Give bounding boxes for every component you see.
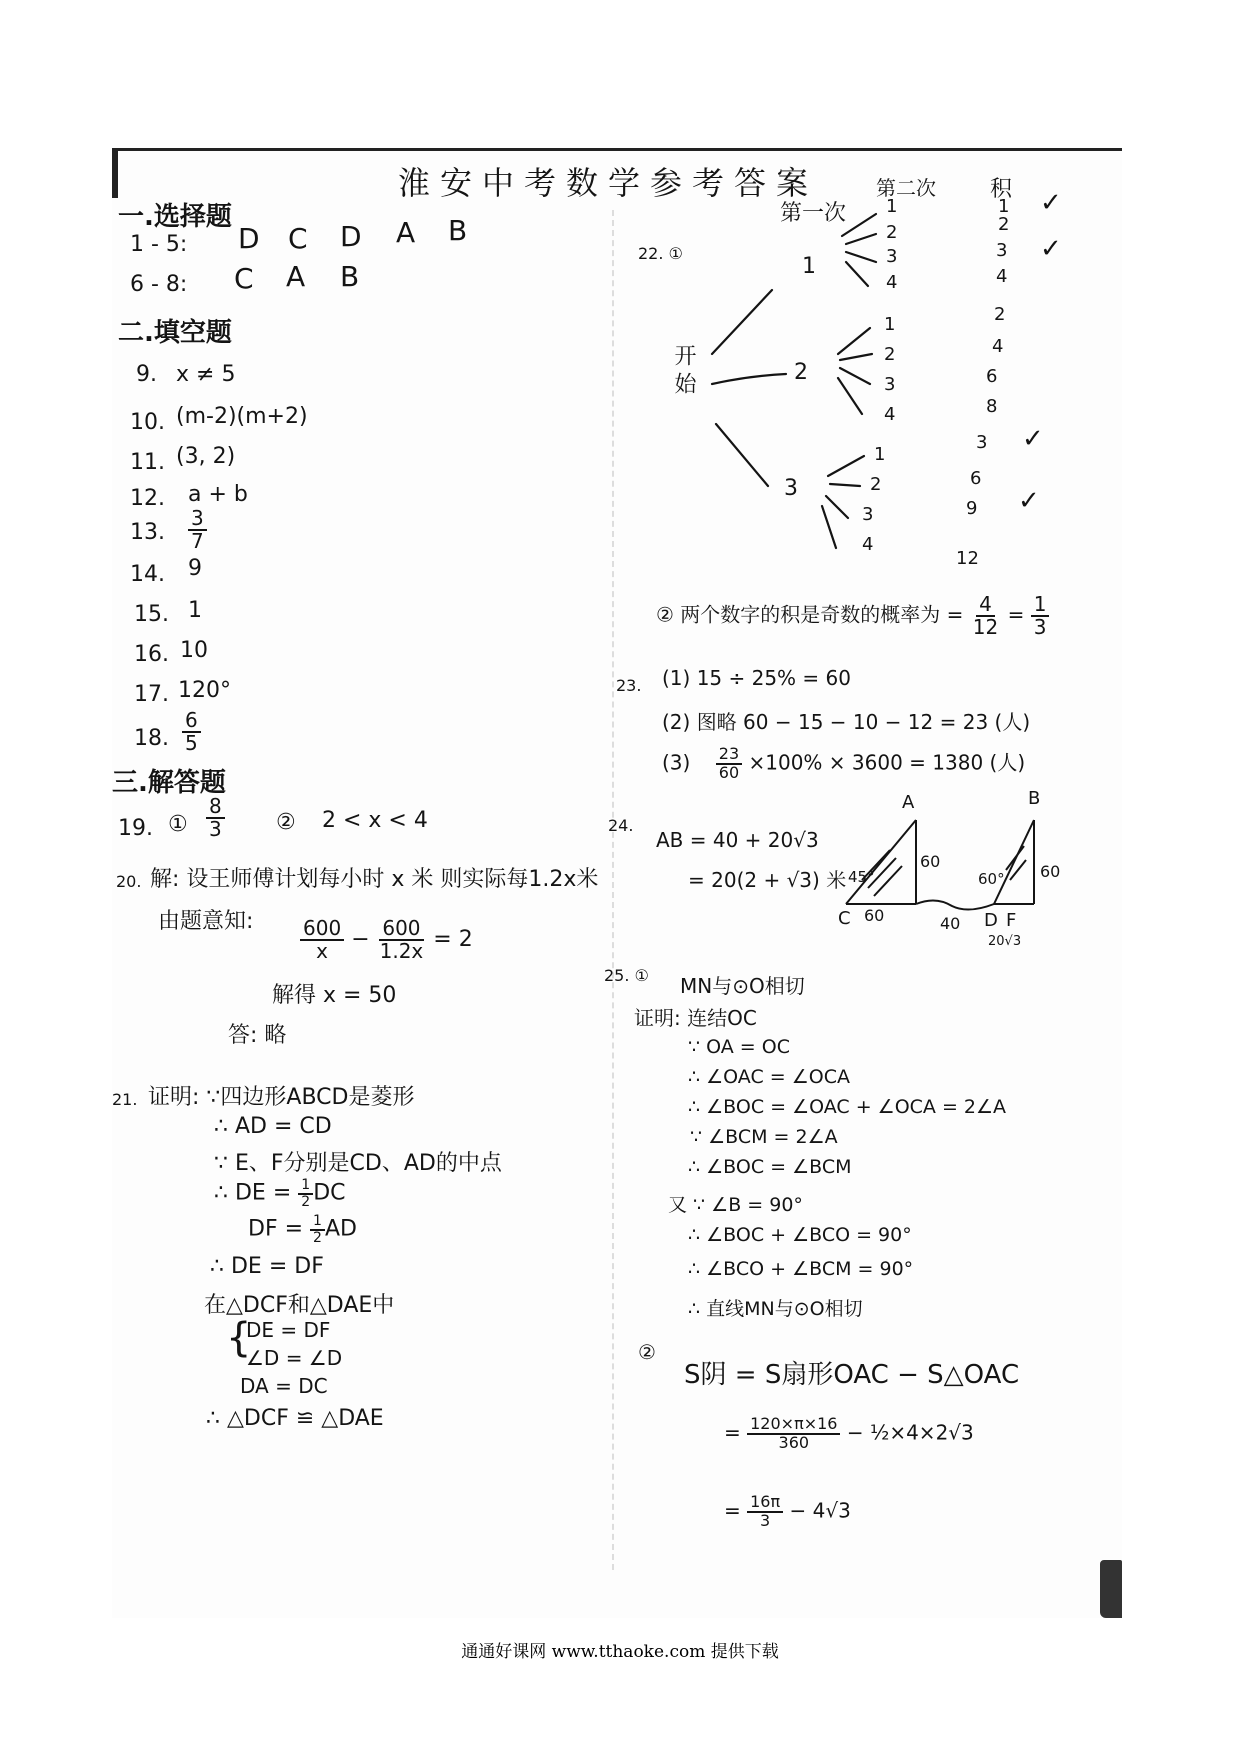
q22-prod-11: 9 <box>966 498 978 519</box>
q22-b1-s3: 3 <box>886 246 898 267</box>
q20-eq: = 2 <box>433 927 473 952</box>
mc-row1-label: 1 - 5: <box>130 232 188 257</box>
q22-p2-f1-num: 4 <box>976 594 995 617</box>
q25-step1-tail: − ½×4×2√3 <box>846 1420 974 1445</box>
mc-row1-ans-4: A <box>396 216 416 249</box>
mc-row2-ans-2: A <box>286 260 306 293</box>
q24-label-c: C <box>838 908 851 929</box>
q23-line1: (1) 15 ÷ 25% = 60 <box>662 666 851 690</box>
q21-brace-3: DA = DC <box>240 1374 328 1398</box>
q25-line5: ∴ ∠BOC = ∠OAC + ∠OCA = 2∠A <box>688 1096 1007 1118</box>
q22-prod-1: 1 <box>998 196 1010 217</box>
slope-db <box>994 820 1034 904</box>
fill-num-16: 16. <box>134 642 169 667</box>
q22-b2-s2: 2 <box>884 344 896 365</box>
q22-start: 开始 <box>671 344 696 400</box>
q25-num: 25. ① <box>604 966 649 985</box>
q25-step2-eq: = <box>724 1498 741 1523</box>
section3-heading: 三.解答题 <box>112 768 226 798</box>
q22-prod-6: 4 <box>992 336 1004 357</box>
q21-num: 21. <box>112 1090 138 1109</box>
q22-part2-text: ② 两个数字的积是奇数的概率为 = <box>656 602 964 627</box>
q21-line7: 在△DCF和△DAE中 <box>204 1293 395 1318</box>
q19-part2: ② <box>276 810 296 835</box>
q21-line4-tail: DC <box>313 1180 346 1206</box>
q24-line1: AB = 40 + 20√3 <box>656 828 819 852</box>
q22-b2-s4: 4 <box>884 404 896 425</box>
q25-part2: ② <box>638 1340 656 1364</box>
q22-check-1: ✓ <box>1040 188 1062 218</box>
q22-prod-2: 2 <box>998 214 1010 235</box>
q25-step2-tail: − 4√3 <box>789 1498 851 1523</box>
q21-line3: ∵ E、F分别是CD、AD的中点 <box>214 1151 502 1176</box>
q25-step2-den: 3 <box>760 1510 771 1530</box>
q24-label-b: B <box>1028 788 1041 809</box>
q24-base-20r3: 20√3 <box>988 934 1022 949</box>
q24-base-60: 60 <box>864 906 885 925</box>
fill-num-17: 17. <box>134 682 169 707</box>
q19-numerator: 8 <box>206 796 225 819</box>
q24-line2: = 20(2 + √3) 米 <box>688 868 847 892</box>
footer-download-note: 通通好课网 www.tthaoke.com 提供下载 <box>461 1642 779 1662</box>
q21-line6: ∴ DE = DF <box>210 1254 324 1279</box>
q19-denominator: 3 <box>209 817 222 841</box>
q22-b3-s1: 1 <box>874 444 886 465</box>
q21-line5-text: DF = <box>248 1216 311 1242</box>
q25-step2-num: 16π <box>747 1494 783 1513</box>
q20-minus: − <box>351 927 370 952</box>
q25-line7: ∴ ∠BOC = ∠BCM <box>688 1156 852 1178</box>
q24-height-b: 60 <box>1040 862 1061 881</box>
q24-angle-45: 45° <box>848 868 875 886</box>
fill-18-numerator: 6 <box>182 710 201 733</box>
q25-line10: ∴ ∠BCO + ∠BCM = 90° <box>688 1258 914 1280</box>
q25-step1 <box>724 1416 974 1452</box>
q20-f2-den: 1.2x <box>379 939 424 963</box>
q22-col-product: 积 <box>990 177 1013 202</box>
fill-ans-17: 120° <box>178 678 231 703</box>
mc-row2-ans-3: B <box>340 260 360 293</box>
section2-heading: 二.填空题 <box>118 318 232 348</box>
q25-line2: 证明: 连结OC <box>634 1006 757 1030</box>
q22-prod-12: 12 <box>956 548 979 569</box>
q20-num: 20. <box>116 872 142 891</box>
q22-p2-f2-num: 1 <box>1031 594 1050 617</box>
section1-heading: 一.选择题 <box>118 202 232 232</box>
slope-ca <box>846 820 916 904</box>
mc-row1-ans-3: D <box>340 220 362 253</box>
q21-line4-text: ∴ DE = <box>214 1180 299 1206</box>
q22-prod-3: 3 <box>996 240 1008 261</box>
fill-num-13: 13. <box>130 520 165 545</box>
q22-prod-5: 2 <box>994 304 1006 325</box>
q20-line1: 解: 设王师傅计划每小时 x 米 则实际每1.2x米 <box>150 867 599 892</box>
q20-answer: 答: 略 <box>228 1023 287 1048</box>
mc-row2-label: 6 - 8: <box>130 272 188 297</box>
fill-ans-16: 10 <box>180 638 208 663</box>
mc-row1-ans-1: D <box>238 222 260 255</box>
q22-b3-s2: 2 <box>870 474 882 495</box>
q22-check-3: ✓ <box>1040 234 1062 264</box>
q21-half-num-b: 1 <box>310 1214 325 1231</box>
q21-half-den-a: 2 <box>301 1193 311 1210</box>
q21-half-den-b: 2 <box>313 1229 322 1246</box>
q24-num: 24. <box>608 816 634 835</box>
q19-part1: ① <box>168 812 188 837</box>
fill-num-14: 14. <box>130 562 165 587</box>
q22-p2-f2-den: 3 <box>1033 615 1047 639</box>
q21-brace-1: DE = DF <box>246 1318 331 1342</box>
q24-label-f: F <box>1006 910 1017 931</box>
fill-18-denominator: 5 <box>185 731 198 755</box>
q21-line5-tail: AD <box>324 1216 357 1242</box>
q20-f1-num: 600 <box>300 918 344 941</box>
q20-f2-num: 600 <box>379 918 423 941</box>
q25-line1: MN与⊙O相切 <box>680 974 805 998</box>
q21-brace: { <box>226 1315 252 1361</box>
q22-first-3: 3 <box>784 476 798 501</box>
q23-f-num: 23 <box>716 746 742 765</box>
q21-line1: 证明: ∵四边形ABCD是菱形 <box>148 1085 415 1110</box>
q25-line11: ∴ 直线MN与⊙O相切 <box>688 1298 863 1320</box>
q25-area-formula: S阴 = S扇形OAC − S△OAC <box>684 1360 1020 1390</box>
q21-half-num-a: 1 <box>298 1178 313 1195</box>
mc-row1-ans-2: C <box>288 222 308 255</box>
q24-angle-60: 60° <box>978 870 1005 888</box>
q21-line8: ∴ △DCF ≌ △DAE <box>206 1406 384 1431</box>
mc-row1-ans-5: B <box>448 214 468 247</box>
q22-p2-eq: = <box>1007 602 1025 627</box>
fill-ans-10: (m-2)(m+2) <box>176 404 308 429</box>
mc-row2-ans-1: C <box>234 262 254 295</box>
q25-step1-eq: = <box>724 1420 741 1445</box>
q25-line6: ∵ ∠BCM = 2∠A <box>690 1126 838 1148</box>
q22-b2-s3: 3 <box>884 374 896 395</box>
q19-inequality: 2 < x < 4 <box>322 808 428 833</box>
fill-num-11: 11. <box>130 450 165 475</box>
q22-b1-s4: 4 <box>886 272 898 293</box>
q22-b3-s3: 3 <box>862 504 874 525</box>
q23-line3-prefix: (3) <box>662 750 691 775</box>
q23-line3-rest: ×100% × 3600 = 1380 (人) <box>748 750 1026 775</box>
q22-prod-7: 6 <box>986 366 998 387</box>
hatch-b <box>1006 846 1026 880</box>
q22-b1-s2: 2 <box>886 222 898 243</box>
q25-line4: ∴ ∠OAC = ∠OCA <box>688 1066 850 1088</box>
q25-line3: ∵ OA = OC <box>688 1036 790 1058</box>
q24-height-a: 60 <box>920 852 941 871</box>
q22-p2-f1-den: 12 <box>972 615 999 639</box>
q25-line8: 又 ∵ ∠B = 90° <box>668 1194 803 1216</box>
q22-check-3b: ✓ <box>1022 424 1044 454</box>
fill-13-numerator: 3 <box>188 508 207 531</box>
fill-num-9: 9. <box>136 362 157 387</box>
fill-num-18: 18. <box>134 726 169 751</box>
q23-line2: (2) 图略 60 − 15 − 10 − 12 = 23 (人) <box>662 710 1031 734</box>
page-title: 淮安中考数学参考答案 <box>398 164 819 202</box>
q19-num: 19. <box>118 816 153 841</box>
fill-ans-11: (3, 2) <box>176 444 236 469</box>
wavy-base <box>916 900 994 909</box>
q25-step1-den: 360 <box>778 1432 810 1452</box>
q22-col-second: 第二次 <box>876 176 936 200</box>
q20-solve: 解得 x = 50 <box>272 983 397 1008</box>
q23-num: 23. <box>616 676 642 695</box>
fill-ans-12: a + b <box>188 482 248 507</box>
q22-b2-s1: 1 <box>884 314 896 335</box>
q22-check-9: ✓ <box>1018 486 1040 516</box>
fill-num-12: 12. <box>130 486 165 511</box>
q24-label-d: D <box>984 910 998 931</box>
q22-prod-8: 8 <box>986 396 998 417</box>
q22-prod-10: 6 <box>970 468 982 489</box>
q22-b1-s1: 1 <box>886 196 898 217</box>
fill-num-15: 15. <box>134 602 169 627</box>
q21-brace-2: ∠D = ∠D <box>246 1346 343 1370</box>
fill-ans-14: 9 <box>188 556 202 581</box>
q22-prod-9: 3 <box>976 432 988 453</box>
q20-f1-den: x <box>316 939 329 963</box>
q22-first-1: 1 <box>802 254 816 279</box>
q22-col-first: 第一次 <box>780 201 847 226</box>
q21-line2: ∴ AD = CD <box>214 1114 332 1139</box>
q25-step1-num: 120×π×16 <box>747 1416 840 1435</box>
q25-step2 <box>724 1494 851 1530</box>
q22-first-2: 2 <box>794 360 808 385</box>
fill-ans-9: x ≠ 5 <box>176 362 236 387</box>
q22-b3-s4: 4 <box>862 534 874 555</box>
q22-num: 22. ① <box>638 244 683 263</box>
q22-prod-4: 4 <box>996 266 1008 287</box>
fill-num-10: 10. <box>130 410 165 435</box>
q25-line9: ∴ ∠BOC + ∠BCO = 90° <box>688 1224 912 1246</box>
q24-label-a: A <box>902 792 915 813</box>
fill-ans-15: 1 <box>188 598 202 623</box>
q23-f-den: 60 <box>718 762 740 782</box>
q20-line2: 由题意知: <box>158 909 254 934</box>
fill-13-denominator: 7 <box>191 529 204 553</box>
q24-base-40: 40 <box>940 914 961 933</box>
